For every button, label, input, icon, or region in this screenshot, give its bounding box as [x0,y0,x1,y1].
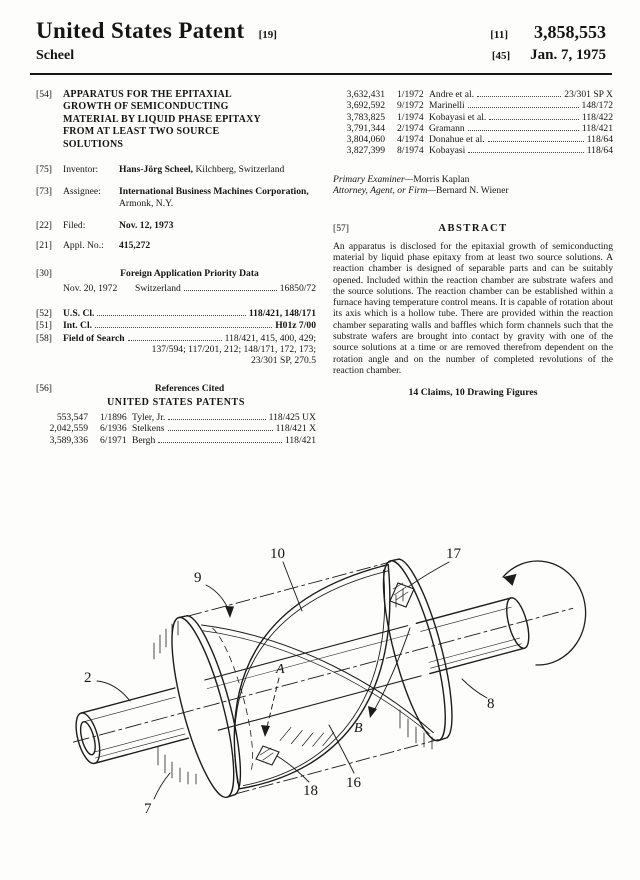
priority-number: 16850/72 [279,282,316,294]
dot-leader [468,152,583,153]
assignee-label: Assignee: [63,186,101,198]
ref-date: 2/1974 [397,122,424,134]
ref-name: Kobayasi et al. [429,111,487,123]
ref-number: 3,827,399 [346,145,385,157]
priority-date: Nov. 20, 1972 [63,282,118,294]
disc-hatching [154,589,432,784]
inventor-section [36,164,316,175]
figure-label-B: B [354,721,363,736]
attorney-line [333,185,613,196]
ref-class: 118/422 [581,111,613,123]
figure-label-18: 18 [303,783,318,799]
assignee-location: Armonk, N.Y. [119,197,174,209]
examiner-block [333,174,613,197]
abstract-heading: ABSTRACT [438,223,508,235]
attorney-name: Bernard N. Wiener [435,185,509,197]
inventor-name: Hans-Jörg Scheel, [119,164,194,176]
field-bracket: [58] [36,332,52,344]
ref-date: 4/1974 [397,134,424,146]
ref-class: 23/301 SP X [564,89,613,100]
ref-name: Gramann [429,122,465,134]
dot-leader [168,430,273,431]
axis-centerline [73,608,572,742]
figure-label-17: 17 [446,546,461,562]
rotation-arrow [503,561,586,665]
figure-label-10: 10 [270,546,285,562]
wall-hatching [277,717,336,756]
reference-row [333,112,613,123]
reference-row [333,134,613,145]
ref-number: 3,632,431 [346,89,385,100]
references-heading: References Cited [154,382,225,394]
ref-date: 9/1972 [397,100,424,112]
reference-row [333,100,613,111]
ref-class: 118/421 X [275,423,316,435]
priority-country: Switzerland [135,282,181,294]
reference-row [36,423,316,434]
primary-examiner-label: Primary Examiner— [333,173,414,185]
ref-number: 3,589,336 [49,434,88,446]
filed-date: Nov. 12, 1973 [119,219,174,231]
ref-name: Tyler, Jr. [132,412,166,424]
figure-label-A: A [276,662,285,677]
us-cl-row [36,308,316,319]
figure-area [0,525,640,860]
appl-no-label: Appl. No.: [63,240,104,252]
figure-label-2: 2 [84,670,92,686]
field-bracket: [51] [36,320,52,332]
field-of-search-label: Field of Search [63,332,125,344]
assignee-section [36,186,316,209]
priority-entry [36,283,316,294]
field-bracket: [57] [333,223,349,235]
ref-date: 6/1971 [100,434,127,446]
field-bracket: [56] [36,382,52,394]
reference-row [333,123,613,134]
int-cl-value: H01z 7/00 [275,320,316,332]
ref-name: Kobayasi [429,145,466,157]
int-cl-label: Int. Cl. [63,320,93,332]
patent-header [36,18,606,64]
patent-number-bracket: [11] [490,29,508,41]
ref-number: 3,783,825 [346,111,385,123]
title-section [36,89,316,151]
appl-no-value: 415,272 [119,240,151,252]
ref-class: 148/172 [581,100,613,112]
reference-row [36,412,316,423]
ref-class: 118/421 [284,434,316,446]
left-column [36,89,316,446]
us-cl-value: 118/421, 148/171 [248,308,316,320]
ref-class: 118/64 [586,145,613,157]
int-cl-row [36,320,316,331]
field-bracket: [22] [36,219,52,231]
dot-leader [488,141,584,142]
wafer-holder-bottom [256,746,279,765]
dot-leader [184,290,277,291]
ref-number: 2,042,559 [49,423,88,435]
ref-class: 118/64 [586,134,613,146]
field-bracket: [54] [36,89,52,100]
dot-leader [468,107,579,108]
invention-title: APPARATUS FOR THE EPITAXIAL GROWTH OF SEMICONDUCTING MATERIAL BY LIQUID PHASE EPITAXY FROM AT LEAST TWO SOURCE SOLUTIONS [63,89,261,150]
chamber-wall-top [188,562,391,616]
dot-leader [97,315,245,316]
field-of-search-value-1: 118/421, 415, 400, 429; [224,332,316,344]
dot-leader [468,130,579,131]
inventor-location: Kilchberg, Switzerland [195,164,285,176]
reaction-chamber-assembly [49,525,597,832]
field-bracket: [21] [36,240,52,252]
chamber-wall-bottom [235,740,438,794]
dot-leader [95,327,272,328]
ref-number: 3,804,060 [346,134,385,146]
field-bracket: [30] [36,267,52,279]
field-bracket: [73] [36,186,52,198]
patent-number: 3,858,553 [534,22,606,42]
ref-name: Andre et al. [429,89,475,100]
leader-lines [97,562,487,799]
figure-labels [84,546,495,817]
ref-number: 553,547 [56,412,88,424]
figure-label-7: 7 [144,801,152,817]
field-of-search-value-2: 137/594; 117/201, 212; 148/171, 172, 173; [151,344,316,355]
ref-date: 1/1974 [397,111,424,123]
field-bracket: [52] [36,308,52,320]
filed-section [36,220,316,231]
inventor-label: Inventor: [63,164,99,176]
priority-heading: Foreign Application Priority Data [120,267,259,279]
us-patents-subheading: UNITED STATES PATENTS [106,396,245,408]
field-bracket: [75] [36,164,52,176]
references-heading-row [36,383,316,394]
right-column [333,89,613,446]
dot-leader [158,442,282,443]
ref-name: Stelkens [132,423,165,435]
figure-label-16: 16 [346,775,361,791]
abstract-heading-row [333,223,613,234]
reference-row [333,89,613,100]
priority-heading-row [36,268,316,279]
dot-leader [477,96,561,97]
ref-class: 118/421 [581,122,613,134]
filed-label: Filed: [63,219,86,231]
header-divider [30,73,612,75]
figure-label-9: 9 [194,570,202,586]
ref-date: 1/1972 [397,89,424,100]
ref-date: 1/1896 [100,412,127,424]
ref-class: 118/425 UX [268,412,316,424]
page-title: United States Patent [36,18,245,43]
reference-row [333,145,613,156]
issue-date: Jan. 7, 1975 [530,47,606,63]
primary-examiner-name: Morris Kaplan [413,173,470,185]
ref-name: Marinelli [429,100,465,112]
appl-no-section [36,240,316,251]
ref-number: 3,791,344 [346,122,385,134]
kind-code-bracket: [19] [258,29,277,41]
dot-leader [168,419,265,420]
primary-examiner-line [333,174,613,185]
ref-date: 6/1936 [100,423,127,435]
inventor-value [119,164,284,175]
ref-date: 8/1974 [397,145,424,157]
field-of-search-row [36,333,316,344]
reference-row [36,435,316,446]
assignee-name: International Business Machines Corporation, [119,186,309,198]
ref-number: 3,692,592 [346,100,385,112]
ref-name: Donahue et al. [429,134,485,146]
ref-name: Bergh [132,434,156,446]
claims-note: 14 Claims, 10 Drawing Figures [408,387,538,399]
dot-leader [128,340,222,341]
date-bracket: [45] [491,50,511,62]
figure-label-8: 8 [487,696,495,712]
field-of-search-value-3: 23/301 SP, 270.5 [250,355,316,367]
inventor-surname: Scheel [36,48,75,63]
assignee-value [119,186,316,209]
abstract-text: An apparatus is disclosed for the epitaxial growth of semiconducting material by liquid phase epitaxy from at least two source solutions. A reaction chamber is designed of separable parts and can be suitably opened. Included within the reaction chamber are substrate wafers and the source solutions. The reaction chamber can be established within a furnace having temperature control means. It is capable of rotation about its axis which is a hollow tube. There are provided within the reaction chamber separating walls and baffles which form channels such that the substrate wafers are brought into contact by gravity with one of the source solutions at a time or are removed therefrom dependent on the rotation angle and on the number of completed revolutions of the reaction chamber. [333,240,613,376]
us-cl-label: U.S. Cl. [63,308,95,320]
patent-drawing [0,525,640,855]
dot-leader [489,119,579,120]
attorney-label: Attorney, Agent, or Firm— [333,185,436,197]
wafer-holder-top [390,583,414,607]
